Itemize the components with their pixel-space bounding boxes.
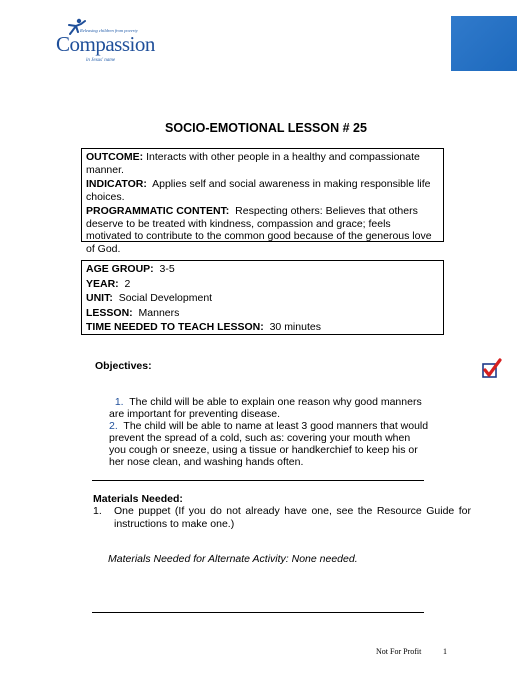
unit-value: Social Development	[118, 292, 213, 304]
outcome-text: Interacts with other people in a healthy and compassionate manner.	[86, 151, 420, 176]
objectives-list	[109, 396, 429, 468]
year-label: YEAR:	[86, 277, 119, 290]
indicator-text: Applies self and social awareness in making responsible life choices.	[86, 178, 431, 203]
objective-text: The child will be able to name at least 3 good manners that would prevent the spread of a cold, such as: covering your mouth when you cough or sneeze, using a tissue or handkerchief to keep his or her nose clean, and washing hands often.	[109, 420, 429, 468]
materials-heading: Materials Needed:	[93, 493, 183, 505]
program-label: PROGRAMMATIC CONTENT:	[86, 205, 230, 217]
lesson-row	[86, 307, 439, 320]
outcome-row	[86, 151, 439, 176]
material-text: One puppet (If you do not already have one, see the Resource Guide for instructions to make one.)	[114, 505, 471, 530]
outcome-box	[81, 148, 444, 255]
page-number: 1	[443, 647, 447, 656]
footer-text: Not For Profit	[376, 647, 422, 656]
list-item	[109, 396, 429, 420]
time-row	[86, 321, 439, 334]
list-item	[109, 420, 429, 468]
objectives-heading: Objectives:	[95, 360, 152, 372]
time-label: TIME NEEDED TO TEACH LESSON:	[86, 321, 264, 333]
objective-number: 1.	[114, 396, 124, 408]
objective-number: 2.	[109, 420, 118, 432]
blue-corner-block	[451, 16, 517, 71]
objective-text: The child will be able to explain one reason why good manners are important for preventing disease.	[109, 396, 422, 420]
checkbox-checked-icon	[480, 358, 502, 380]
indicator-row	[86, 178, 439, 203]
material-number: 1.	[93, 505, 102, 517]
lesson-label: LESSON:	[86, 306, 133, 319]
age-label: AGE GROUP:	[86, 263, 154, 275]
year-row	[86, 278, 439, 291]
unit-label: UNIT:	[86, 292, 113, 304]
indicator-label: INDICATOR:	[86, 178, 147, 190]
divider-line	[92, 612, 424, 613]
divider-line	[92, 480, 424, 481]
age-row	[86, 263, 439, 276]
logo-subline: in Jesus' name	[86, 58, 116, 63]
alternate-materials-note: Materials Needed for Alternate Activity: None needed.	[108, 553, 358, 565]
compassion-logo	[56, 22, 168, 70]
lesson-info-box	[81, 260, 444, 335]
outcome-label: OUTCOME:	[86, 151, 144, 163]
lesson-value: Manners	[138, 306, 180, 319]
logo-tagline: Releasing children from poverty	[80, 28, 138, 33]
age-value: 3-5	[159, 263, 175, 275]
unit-row	[86, 292, 439, 305]
program-text: Respecting others: Believes that others deserve to be treated with kindness, compassion and grace; feels motivated to contribute to the common good because of the generous love of God.	[86, 205, 432, 255]
logo-wordmark: Compassion	[56, 32, 155, 56]
year-value: 2	[124, 277, 131, 290]
page-title: SOCIO-EMOTIONAL LESSON # 25	[165, 121, 367, 135]
materials-list-item	[93, 505, 471, 530]
program-row	[86, 205, 439, 255]
time-value: 30 minutes	[269, 321, 321, 333]
